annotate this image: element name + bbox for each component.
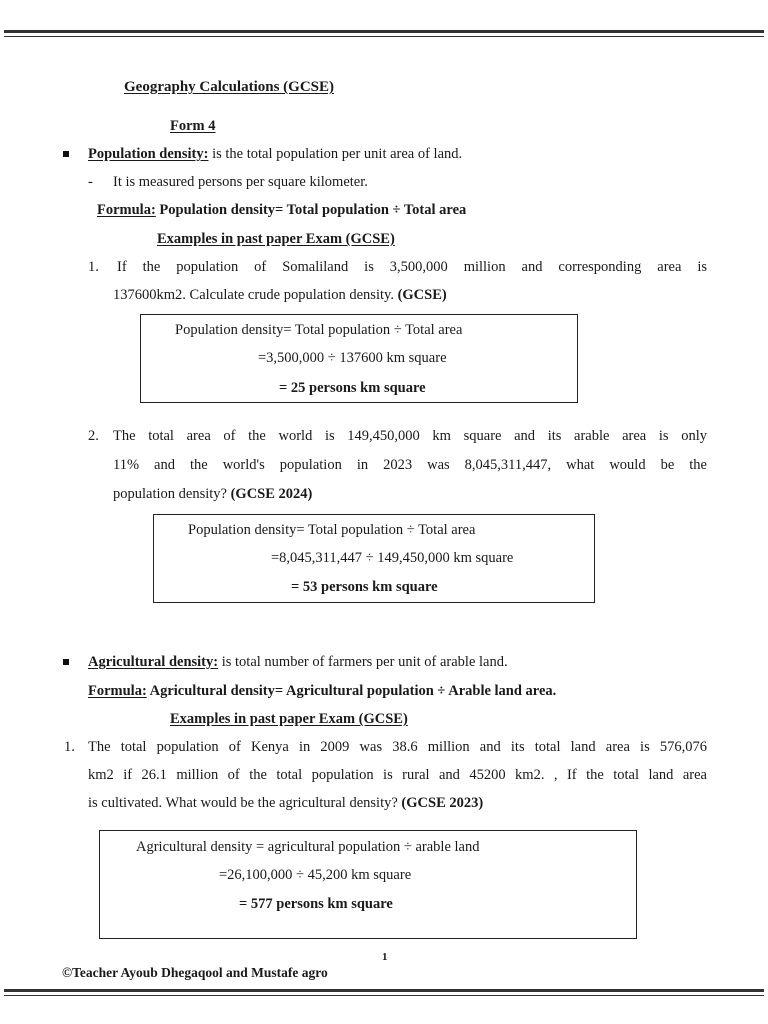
population-density-text: is the total population per unit area of land.	[208, 146, 463, 162]
measurement-note: It is measured persons per square kilometer.	[113, 174, 368, 190]
answer-working: =8,045,311,447 ÷ 149,450,000 km square	[271, 550, 514, 566]
question-line	[88, 796, 483, 811]
population-density-definition	[88, 147, 462, 162]
question-line	[113, 429, 707, 444]
agricultural-density-definition	[88, 655, 508, 670]
answer-working: =3,500,000 ÷ 137600 km square	[258, 350, 447, 366]
exam-tag: (GCSE)	[397, 287, 447, 303]
question-line	[113, 288, 447, 303]
document-title: Geography Calculations (GCSE)	[124, 79, 335, 95]
question-text: 137600km2. Calculate crude population density.	[113, 287, 394, 303]
question-line	[117, 260, 707, 275]
bullet-icon	[63, 659, 69, 665]
answer-result: = 577 persons km square	[239, 896, 393, 912]
exam-tag: (GCSE 2023)	[401, 795, 484, 811]
examples-heading: Examples in past paper Exam (GCSE)	[170, 711, 408, 727]
question-text: 11% and the world's population in 2023 was 8,045,311,447, what would be the	[113, 457, 707, 473]
answer-formula: Population density= Total population ÷ Total area	[175, 322, 463, 338]
answer-result: = 25 persons km square	[279, 380, 426, 396]
top-rule-thin	[4, 36, 764, 37]
agricultural-density-term: Agricultural density:	[88, 654, 219, 670]
footer-credit: ©Teacher Ayoub Dhegaqool and Mustafe agro	[62, 965, 328, 980]
answer-formula: Agricultural density = agricultural population ÷ arable land	[136, 839, 480, 855]
question-line	[113, 487, 312, 502]
formula-label: Formula:	[97, 202, 156, 218]
agricultural-density-text: is total number of farmers per unit of arable land.	[218, 654, 508, 670]
question-text: population density?	[113, 486, 227, 502]
bullet-icon	[63, 151, 69, 157]
answer-working: =26,100,000 ÷ 45,200 km square	[219, 867, 412, 883]
formula-text: Agricultural density= Agricultural population ÷ Arable land area.	[146, 683, 557, 699]
exam-tag: (GCSE 2024)	[230, 486, 313, 502]
page-number: 1	[382, 951, 388, 963]
top-rule-thick	[4, 30, 764, 33]
agricultural-formula	[88, 684, 556, 699]
answer-formula: Population density= Total population ÷ Total area	[188, 522, 476, 538]
question-text: is cultivated. What would be the agricultural density?	[88, 795, 398, 811]
question-text: km2 if 26.1 million of the total population is rural and 45200 km2. , If the total land area	[88, 767, 707, 783]
question-number: 2.	[88, 428, 99, 444]
question-text: The total population of Kenya in 2009 was 38.6 million and its total land area is 576,076	[88, 739, 707, 755]
question-text: If the population of Somaliland is 3,500,000 million and corresponding area is	[117, 259, 707, 275]
population-formula	[97, 203, 466, 218]
answer-result: = 53 persons km square	[291, 579, 438, 595]
dash-marker: -	[88, 174, 93, 190]
population-density-term: Population density:	[88, 146, 209, 162]
question-line	[113, 458, 707, 473]
formula-text: Population density= Total population ÷ Total area	[155, 202, 467, 218]
question-number: 1.	[64, 739, 75, 755]
question-number: 1.	[88, 259, 99, 275]
question-text: The total area of the world is 149,450,000 km square and its arable area is only	[113, 428, 707, 444]
bottom-rule-thick	[4, 989, 764, 992]
bottom-rule-thin	[4, 995, 764, 996]
question-line	[88, 768, 707, 783]
examples-heading: Examples in past paper Exam (GCSE)	[157, 231, 395, 247]
form-label: Form 4	[170, 118, 216, 134]
question-line	[88, 740, 707, 755]
formula-label: Formula:	[88, 683, 147, 699]
